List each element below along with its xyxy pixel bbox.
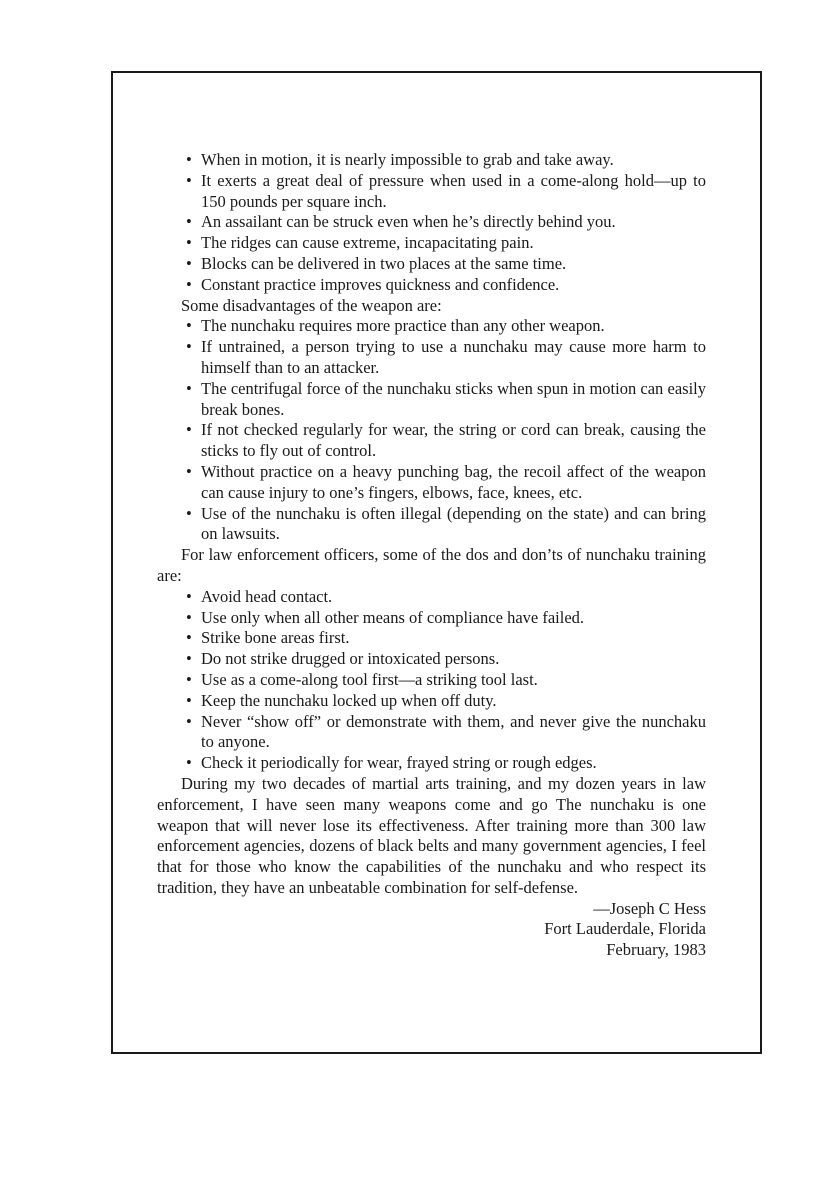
dos-list xyxy=(157,587,706,774)
signature-name: —Joseph C Hess xyxy=(593,898,706,918)
list-item: • If untrained, a person trying to use a nunchaku may cause more harm to himself than to an attacker. xyxy=(157,337,706,379)
list-item: • Keep the nunchaku locked up when off duty. xyxy=(157,691,706,712)
list-item: • Use as a come-along tool first—a striking tool last. xyxy=(157,670,706,691)
list-item: • Strike bone areas first. xyxy=(157,628,706,649)
list-item: • Without practice on a heavy punching bag, the recoil affect of the weapon can cause injury to one’s fingers, elbows, face, knees, etc. xyxy=(157,462,706,504)
list-item: • Avoid head contact. xyxy=(157,587,706,608)
signature-place: Fort Lauderdale, Florida xyxy=(544,919,706,939)
list-item: • If not checked regularly for wear, the string or cord can break, causing the sticks to fly out of control. xyxy=(157,420,706,462)
list-item: • Use only when all other means of compliance have failed. xyxy=(157,608,706,629)
list-item: • Use of the nunchaku is often illegal (depending on the state) and can bring on lawsuits. xyxy=(157,504,706,546)
list-item: • Never “show off” or demonstrate with them, and never give the nunchaku to anyone. xyxy=(157,712,706,754)
advantages-list xyxy=(157,150,706,296)
list-item: • Check it periodically for wear, frayed string or rough edges. xyxy=(157,753,706,774)
closing-paragraph: During my two decades of martial arts training, and my dozen years in law enforcement, I have seen many weapons come and go The nunchaku is one weapon that will never lose its effectiveness. After training more than 300 law enforcement agencies, dozens of black belts and many government agencies, I feel that for those who know the capabilities of the nunchaku and who respect its tradition, they have an unbeatable combination for self-defense. xyxy=(157,773,706,897)
list-item: • Blocks can be delivered in two places at the same time. xyxy=(157,254,706,275)
list-item: • The centrifugal force of the nunchaku sticks when spun in motion can easily break bones. xyxy=(157,379,706,421)
list-item: • It exerts a great deal of pressure when used in a come-along hold—up to 150 pounds per square inch. xyxy=(157,171,706,213)
disadvantages-list xyxy=(157,316,706,545)
page-text xyxy=(157,150,706,961)
list-item: • When in motion, it is nearly impossible to grab and take away. xyxy=(157,150,706,171)
list-item: • Constant practice improves quickness and confidence. xyxy=(157,275,706,296)
list-item: • The nunchaku requires more practice than any other weapon. xyxy=(157,316,706,337)
signature-date: February, 1983 xyxy=(606,940,706,960)
signature-block xyxy=(157,899,706,961)
list-item: • Do not strike drugged or intoxicated persons. xyxy=(157,649,706,670)
dos-intro: For law enforcement officers, some of the dos and don’ts of nunchaku training are: xyxy=(157,545,706,585)
list-item: • The ridges can cause extreme, incapacitating pain. xyxy=(157,233,706,254)
disadvantages-intro: Some disadvantages of the weapon are: xyxy=(181,295,442,315)
list-item: • An assailant can be struck even when he’s directly behind you. xyxy=(157,212,706,233)
